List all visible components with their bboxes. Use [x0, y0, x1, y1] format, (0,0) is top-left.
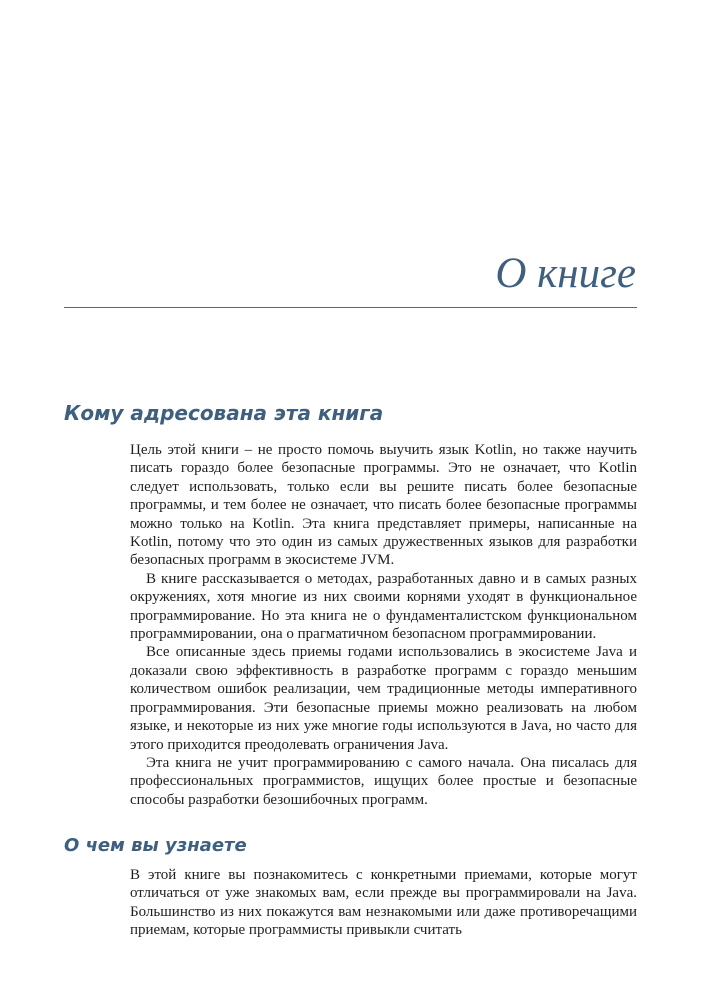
section-body-what-you-learn [130, 866, 637, 940]
paragraph: Цель этой книги – не просто помочь выучить язык Kotlin, но также научить писать гораздо более безопасные программы. Это не означает, что Kotlin следует использовать, только если вы решите писать более безопасные программы, и тем более не означает, что писать более безопасные программы можно только на Kotlin. Эта книга представляет примеры, написанные на Kotlin, потому что это один из самых дружественных языков для разработки безопасных программ в экосистеме JVM. [130, 442, 637, 569]
paragraph: Все описанные здесь приемы годами использовались в экосистеме Java и доказали свою эффективность в разработке программ с гораздо меньшим количеством ошибок реализации, чем традиционные методы императивного программирования. Эти безопасные приемы можно реализовать на любом языке, и некоторые из них уже многие годы используются в Java, но часто для этого приходится преодолевать ограничения Java. [130, 644, 637, 753]
chapter-title-rule [64, 307, 637, 308]
paragraph: В книге рассказывается о методах, разработанных давно и в самых разных окружениях, хотя многие из них своими корнями уходят в функциональное программирование. Но эта книга не о фундаменталистском функциональном программировании, она о прагматичном безопасном программировании. [130, 570, 637, 643]
paragraph: Эта книга не учит программированию с самого начала. Она писалась для профессиональных программистов, ищущих более простые и безопасные способы разработки безошибочных программ. [130, 754, 637, 808]
section-heading-audience: Кому адресована эта книга [64, 401, 384, 425]
chapter-title: О книге [495, 250, 636, 297]
paragraph: В этой книге вы познакомитесь с конкретными приемами, которые могут отличаться от уже знакомых вам, если прежде вы программировали на Java. Большинство из них покажутся вам незнакомыми или даже противоречащими приемам, которые программисты привыкли считать [130, 867, 637, 939]
section-body-audience [130, 441, 637, 809]
section-heading-what-you-learn: О чем вы узнаете [64, 835, 247, 856]
